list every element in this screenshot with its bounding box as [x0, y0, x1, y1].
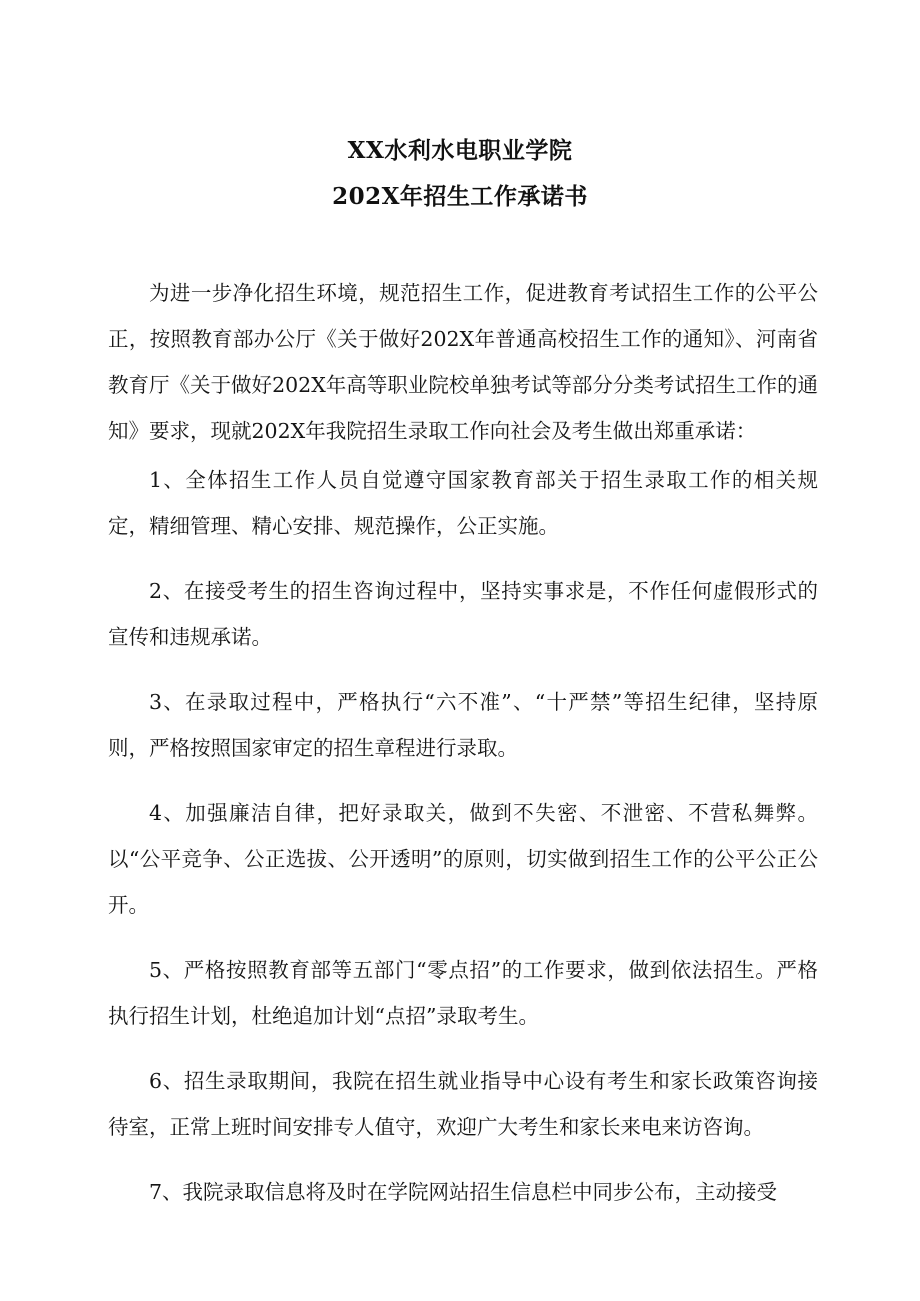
document-body: [108, 270, 818, 1234]
commitment-item-6: 6、招生录取期间，我院在招生就业指导中心设有考生和家长政策咨询接待室，正常上班时间安排专人值守，欢迎广大考生和家长来电来访咨询。: [108, 1069, 818, 1139]
commitment-item-7: 7、我院录取信息将及时在学院网站招生信息栏中同步公布，主动接受: [149, 1180, 778, 1204]
commitment-item-4: 4、加强廉洁自律，把好录取关，做到不失密、不泄密、不营私舞弊。以“公平竞争、公正选拔、公开透明”的原则，切实做到招生工作的公平公正公开。: [108, 801, 818, 917]
title-commitment: 202X年招生工作承诺书: [332, 183, 588, 210]
document-title: [0, 128, 920, 220]
title-institution: XX水利水电职业学院: [347, 137, 573, 164]
intro-paragraph: 为进一步净化招生环境，规范招生工作，促进教育考试招生工作的公平公正，按照教育部办公厅《关于做好202X年普通高校招生工作的通知》、河南省教育厅《关于做好202X年高等职业院校单独考试等部分分类考试招生工作的通知》要求，现就202X年我院招生录取工作向社会及考生做出郑重承诺：: [108, 281, 818, 443]
commitment-item-2: 2、在接受考生的招生咨询过程中，坚持实事求是，不作任何虚假形式的宣传和违规承诺。: [108, 579, 818, 649]
commitment-item-5: 5、严格按照教育部等五部门“零点招”的工作要求，做到依法招生。严格执行招生计划，杜绝追加计划“点招”录取考生。: [108, 958, 818, 1028]
commitment-item-1: 1、全体招生工作人员自觉遵守国家教育部关于招生录取工作的相关规定，精细管理、精心安排、规范操作，公正实施。: [108, 468, 818, 538]
commitment-item-3: 3、在录取过程中，严格执行“六不准”、“十严禁”等招生纪律，坚持原则，严格按照国家审定的招生章程进行录取。: [108, 690, 818, 760]
